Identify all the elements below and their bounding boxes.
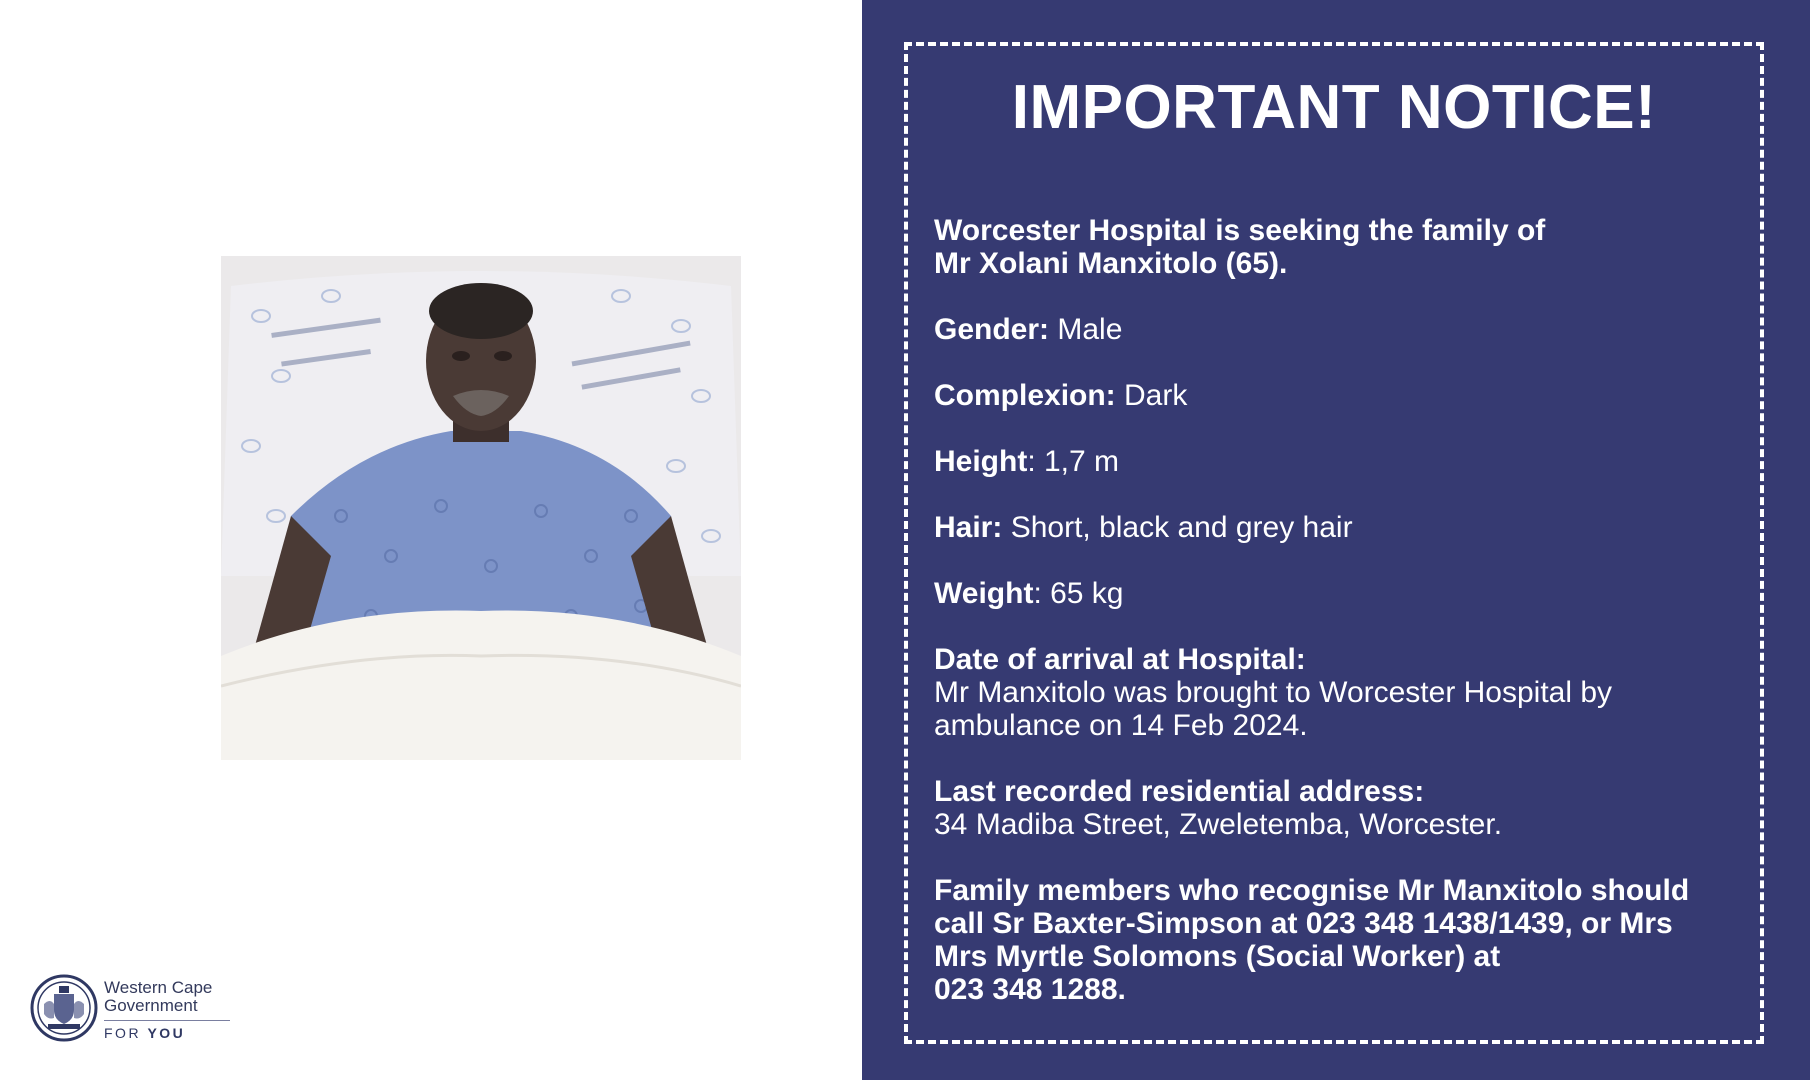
complexion-row <box>934 379 1187 412</box>
logo-tag-you: YOU <box>147 1025 186 1041</box>
height-value: : 1,7 m <box>1027 445 1120 478</box>
hair-row <box>934 511 1353 544</box>
weight-label: Weight <box>934 577 1034 610</box>
height-label: Height <box>934 445 1028 478</box>
coat-of-arms-icon <box>30 974 98 1042</box>
complexion-value: Dark <box>1124 379 1188 412</box>
gender-label: Gender: <box>934 313 1050 346</box>
address-label: Last recorded residential address: <box>934 775 1425 808</box>
address-value: 34 Madiba Street, Zweletemba, Worcester. <box>934 808 1503 841</box>
contact-line-3: Mrs Myrtle Solomons (Social Worker) at <box>934 940 1501 973</box>
gender-value: Male <box>1057 313 1123 346</box>
weight-value: : 65 kg <box>1033 577 1124 610</box>
contact-line-1: Family members who recognise Mr Manxitolo should <box>934 874 1690 907</box>
contact-line-4: 023 348 1288. <box>934 973 1126 1006</box>
intro-line-1: Worcester Hospital is seeking the family of <box>934 214 1546 247</box>
intro-line-2: Mr Xolani Manxitolo (65). <box>934 247 1288 280</box>
contact-line-2: call Sr Baxter-Simpson at 023 348 1438/1439, or Mrs <box>934 907 1673 940</box>
logo-line-1: Western Cape <box>104 978 213 997</box>
arrival-line-1: Mr Manxitolo was brought to Worcester Hospital by <box>934 676 1613 709</box>
logo-tag-for: FOR <box>104 1025 142 1041</box>
notice-title: IMPORTANT NOTICE! <box>1011 73 1657 142</box>
logo-line-2: Government <box>104 996 198 1015</box>
complexion-label: Complexion: <box>934 379 1116 412</box>
arrival-line-2: ambulance on 14 Feb 2024. <box>934 709 1308 742</box>
patient-photo <box>221 256 741 760</box>
height-row <box>934 445 1119 478</box>
gender-row <box>934 313 1122 346</box>
hair-label: Hair: <box>934 511 1003 544</box>
weight-row <box>934 577 1124 610</box>
arrival-label: Date of arrival at Hospital: <box>934 643 1306 676</box>
logo-tagline <box>104 1025 185 1041</box>
western-cape-government-logo <box>30 972 240 1044</box>
hair-value: Short, black and grey hair <box>1010 511 1353 544</box>
logo-divider <box>104 1020 230 1021</box>
